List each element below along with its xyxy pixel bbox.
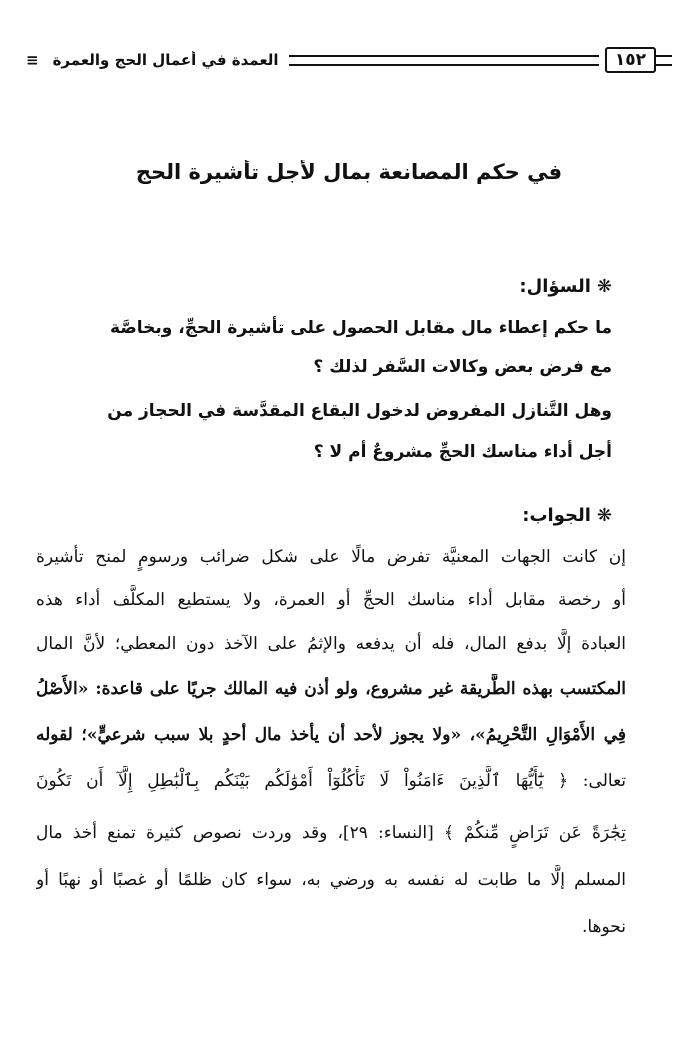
question-line: ما حكم إعطاء مال مقابل الحصول على تأشيرة الحجِّ، وبخاصَّة — [110, 318, 612, 338]
header-rule-right — [656, 55, 672, 66]
answer-line: نحوها. — [581, 917, 626, 937]
answer-line: العبادة إلَّا بدفع المال، فله أن يدفعه والإثمُ على الآخذ دون المعطي؛ لأنَّ المال — [36, 634, 626, 654]
running-header — [26, 46, 672, 74]
book-title: العمدة في أعمال الحج والعمرة — [52, 51, 279, 69]
answer-line: أو رخصة مقابل أداء مناسك الحجِّ أو العمرة، ولا يستطيع المكلَّف أداء هذه — [36, 590, 626, 610]
answer-label — [40, 505, 612, 526]
question-label — [40, 276, 612, 297]
answer-line: المسلم إلَّا ما طابت له نفسه به ورضي به، سواء كان ظلمًا أو غصبًا أو نهبًا أو — [36, 870, 626, 890]
question-label-text: السؤال: — [519, 276, 591, 297]
header-end-mark: ≡ — [26, 51, 39, 69]
question-line: أجل أداء مناسك الحجِّ مشروعٌ أم لا ؟ — [313, 442, 612, 462]
question-line: مع فرض بعض وكالات السَّفر لذلك ؟ — [313, 357, 612, 377]
answer-line: تِجَٰرَةً عَن تَرَاضٍ مِّنكُمْ ﴾ [النساء: ٢٩]، وقد وردت نصوص كثيرة تمنع أخذ مال — [36, 823, 626, 843]
answer-line: إن كانت الجهات المعنيَّة تفرض مالًا على شكل ضرائب ورسومٍ لمنح تأشيرة — [36, 547, 626, 567]
answer-line: تعالى: ﴿ يَٰٓأَيُّهَا ٱلَّذِينَ ءَامَنُواْ لَا تَأْكُلُوٓاْ أَمْوَٰلَكُم بَيْنَكُم بِٱلْبَٰطِلِ إِلَّآ أَن تَكُونَ — [36, 771, 626, 791]
section-title: في حكم المصانعة بمال لأجل تأشيرة الحج — [135, 160, 563, 184]
question-line: وهل التَّنازل المفروض لدخول البقاع المقدَّسة في الحجاز من — [107, 401, 612, 421]
header-rule-middle — [289, 55, 599, 66]
answer-label-text: الجواب: — [522, 505, 591, 526]
answer-line: فِي الأَمْوَالِ التَّحْرِيمُ»، «ولا يجوز لأحد أن يأخذ مال أحدٍ بلا سبب شرعيٍّ»؛ لقوله — [36, 725, 626, 745]
answer-line: المكتسب بهذه الطَّريقة غير مشروع، ولو أذن فيه المالك جريًا على قاعدة: «الأَصْلُ — [36, 679, 626, 699]
star-icon: ❋ — [596, 276, 612, 297]
star-icon: ❋ — [596, 505, 612, 526]
page-number: ١٥٢ — [605, 47, 656, 73]
